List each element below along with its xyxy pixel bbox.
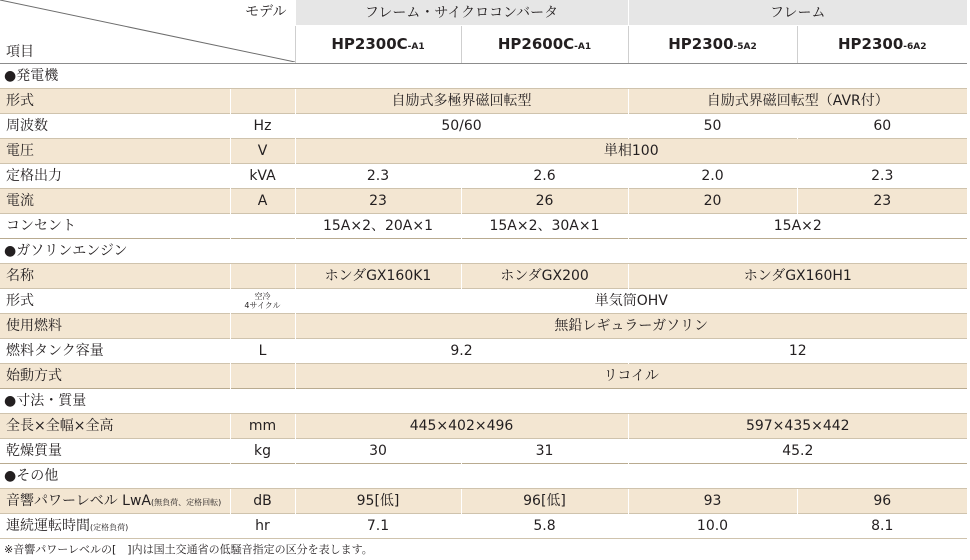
- row-label: 電流: [0, 189, 230, 214]
- row-unit: mm: [230, 414, 295, 439]
- model-label: モデル: [245, 4, 287, 20]
- table-row: [0, 189, 967, 214]
- model-hp2600c: HP2600C-A1: [461, 26, 628, 64]
- table-row: [0, 289, 967, 314]
- cell-value: 単相100: [295, 139, 967, 164]
- cell-value: リコイル: [295, 364, 967, 389]
- section-dimensions: [0, 389, 967, 414]
- cell-value: 15A×2、20A×1: [295, 214, 461, 239]
- section-other: [0, 464, 967, 489]
- section-engine: [0, 239, 967, 264]
- footnote: ※音響パワーレベルの[ ]内は国土交通省の低騒音指定の区分を表します。: [4, 543, 373, 556]
- row-label-main: 音響パワーレベル LwA: [6, 493, 151, 509]
- row-unit: L: [230, 339, 295, 364]
- header-row-groups: [0, 0, 967, 26]
- cell-value: 9.2: [295, 339, 628, 364]
- row-label: [0, 514, 230, 539]
- cell-value: 5.8: [461, 514, 628, 539]
- row-label: 名称: [0, 264, 230, 289]
- cell-value: 15A×2、30A×1: [461, 214, 628, 239]
- row-label: 燃料タンク容量: [0, 339, 230, 364]
- table-row: [0, 264, 967, 289]
- row-unit: [230, 289, 295, 314]
- row-label: 乾燥質量: [0, 439, 230, 464]
- row-label: コンセント: [0, 214, 230, 239]
- cell-value: 7.1: [295, 514, 461, 539]
- cell-value: 無鉛レギュラーガソリン: [295, 314, 967, 339]
- table-row: [0, 164, 967, 189]
- row-unit: [230, 89, 295, 114]
- cell-value: 30: [295, 439, 461, 464]
- cell-value: 31: [461, 439, 628, 464]
- cell-value: 95[低]: [295, 489, 461, 514]
- section-title: ●その他: [0, 464, 967, 489]
- row-unit: [230, 314, 295, 339]
- cell-value: 96[低]: [461, 489, 628, 514]
- cell-value: 60: [797, 114, 967, 139]
- table-row: [0, 314, 967, 339]
- cell-value: 自励式界磁回転型（AVR付）: [628, 89, 967, 114]
- cell-value: 2.0: [628, 164, 797, 189]
- table-row: [0, 414, 967, 439]
- table-row: [0, 489, 967, 514]
- table-row: [0, 214, 967, 239]
- cell-value: 2.3: [295, 164, 461, 189]
- cell-value: 26: [461, 189, 628, 214]
- row-label: 使用燃料: [0, 314, 230, 339]
- cell-value: 93: [628, 489, 797, 514]
- row-unit: [230, 364, 295, 389]
- unit-line: 4サイクル: [244, 301, 281, 310]
- row-label: 電圧: [0, 139, 230, 164]
- cell-value: ホンダGX160H1: [628, 264, 967, 289]
- row-unit: kVA: [230, 164, 295, 189]
- unit-line: 空冷: [254, 292, 271, 301]
- section-title: ●ガソリンエンジン: [0, 239, 967, 264]
- row-label: 全長×全幅×全高: [0, 414, 230, 439]
- row-unit: [230, 264, 295, 289]
- section-generator: [0, 64, 967, 89]
- row-unit: kg: [230, 439, 295, 464]
- cell-value: ホンダGX160K1: [295, 264, 461, 289]
- table-row: [0, 364, 967, 389]
- row-label: [0, 489, 230, 514]
- section-title: ●寸法・質量: [0, 389, 967, 414]
- model-hp2300-6a2: HP2300-6A2: [797, 26, 967, 64]
- table-row: [0, 439, 967, 464]
- table-row: [0, 114, 967, 139]
- table-row: [0, 514, 967, 539]
- row-label: 始動方式: [0, 364, 230, 389]
- row-unit: A: [230, 189, 295, 214]
- model-hp2300c: HP2300C-A1: [295, 26, 461, 64]
- row-unit: hr: [230, 514, 295, 539]
- row-label: 形式: [0, 289, 230, 314]
- cell-value: 445×402×496: [295, 414, 628, 439]
- table-row: [0, 89, 967, 114]
- row-unit: Hz: [230, 114, 295, 139]
- section-title: ●発電機: [0, 64, 967, 89]
- row-label: 定格出力: [0, 164, 230, 189]
- item-label: 項目: [6, 44, 34, 60]
- group-header-cycloconverter: フレーム・サイクロコンバータ: [295, 0, 628, 26]
- cell-value: 15A×2: [628, 214, 967, 239]
- row-unit: V: [230, 139, 295, 164]
- cell-value: 96: [797, 489, 967, 514]
- row-label: 周波数: [0, 114, 230, 139]
- cell-value: 2.3: [797, 164, 967, 189]
- group-header-frame: フレーム: [628, 0, 967, 26]
- cell-value: 50/60: [295, 114, 628, 139]
- cell-value: 自励式多極界磁回転型: [295, 89, 628, 114]
- cell-value: 23: [295, 189, 461, 214]
- row-label-note: (無負荷、定格回転): [151, 498, 222, 507]
- row-unit: [230, 214, 295, 239]
- row-label-note: (定格負荷): [90, 523, 129, 532]
- cell-value: 10.0: [628, 514, 797, 539]
- cell-value: 2.6: [461, 164, 628, 189]
- row-label-main: 連続運転時間: [6, 518, 90, 534]
- cell-value: 単気筒OHV: [295, 289, 967, 314]
- cell-value: 50: [628, 114, 797, 139]
- table-row: [0, 339, 967, 364]
- model-hp2300-5a2: HP2300-5A2: [628, 26, 797, 64]
- cell-value: 597×435×442: [628, 414, 967, 439]
- cell-value: 8.1: [797, 514, 967, 539]
- row-label: 形式: [0, 89, 230, 114]
- table-row: [0, 139, 967, 164]
- row-unit: dB: [230, 489, 295, 514]
- cell-value: 23: [797, 189, 967, 214]
- cell-value: 20: [628, 189, 797, 214]
- cell-value: 12: [628, 339, 967, 364]
- header-corner: [0, 0, 295, 64]
- cell-value: ホンダGX200: [461, 264, 628, 289]
- cell-value: 45.2: [628, 439, 967, 464]
